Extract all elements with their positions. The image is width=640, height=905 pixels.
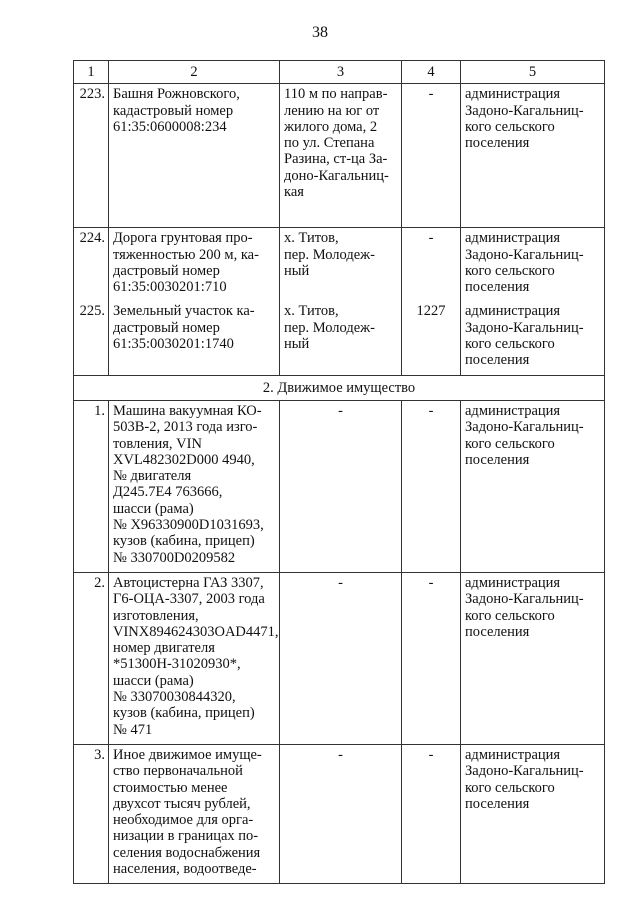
- column-header-5: 5: [461, 61, 605, 84]
- property-name: Машина вакуумная КО- 503В-2, 2013 года изго- товления, VIN XVL482302D000 4940, № двигателя Д245.7Е4 763666, шасси (рама) № X96330900D1031693, кузов (кабина, прицеп) № 330700D0209582: [109, 400, 280, 572]
- table-row: [74, 84, 605, 228]
- table-header-row: [74, 61, 605, 84]
- property-area: -: [402, 744, 461, 883]
- row-number: 225.: [74, 301, 109, 375]
- property-name: Башня Рожновского, кадастровый номер 61:35:0600008:234: [109, 84, 280, 228]
- row-number: 2.: [74, 572, 109, 744]
- row-number: 224.: [74, 228, 109, 302]
- column-header-2: 2: [109, 61, 280, 84]
- property-location: -: [280, 744, 402, 883]
- property-table: [73, 60, 605, 884]
- property-location: х. Титов, пер. Молодеж- ный: [280, 301, 402, 375]
- property-location: -: [280, 400, 402, 572]
- section-title: 2. Движимое имущество: [74, 375, 605, 400]
- page-number: 38: [312, 24, 328, 41]
- property-location: 110 м по направ- лению на юг от жилого дома, 2 по ул. Степана Разина, ст-ца За- доно-Кагальниц- кая: [280, 84, 402, 228]
- property-owner: администрация Задоно-Кагальниц- кого сельского поселения: [461, 572, 605, 744]
- row-number: 223.: [74, 84, 109, 228]
- property-owner: администрация Задоно-Кагальниц- кого сельского поселения: [461, 301, 605, 375]
- property-owner: администрация Задоно-Кагальниц- кого сельского поселения: [461, 228, 605, 302]
- table-row: [74, 228, 605, 302]
- property-owner: администрация Задоно-Кагальниц- кого сельского поселения: [461, 400, 605, 572]
- table-row: [74, 400, 605, 572]
- property-owner: администрация Задоно-Кагальниц- кого сельского поселения: [461, 744, 605, 883]
- property-name: Дорога грунтовая про- тяженностью 200 м, ка- дастровый номер 61:35:0030201:710: [109, 228, 280, 302]
- table-row: [74, 572, 605, 744]
- column-header-4: 4: [402, 61, 461, 84]
- property-area: 1227: [402, 301, 461, 375]
- property-area: -: [402, 228, 461, 302]
- property-location: -: [280, 572, 402, 744]
- property-name: Иное движимое имуще- ство первоначальной стоимостью менее двухсот тысяч рублей, необходимое для орга- низации в границах по- селения водоснабжения населения, водоотведе-: [109, 744, 280, 883]
- property-owner: администрация Задоно-Кагальниц- кого сельского поселения: [461, 84, 605, 228]
- row-number: 1.: [74, 400, 109, 572]
- property-name: Земельный участок ка- дастровый номер 61:35:0030201:1740: [109, 301, 280, 375]
- property-area: -: [402, 400, 461, 572]
- section-row: [74, 375, 605, 400]
- column-header-3: 3: [280, 61, 402, 84]
- property-area: -: [402, 572, 461, 744]
- row-number: 3.: [74, 744, 109, 883]
- table-row: [74, 301, 605, 375]
- property-area: -: [402, 84, 461, 228]
- table-row: [74, 744, 605, 883]
- property-location: х. Титов, пер. Молодеж- ный: [280, 228, 402, 302]
- column-header-1: 1: [74, 61, 109, 84]
- property-name: Автоцистерна ГАЗ 3307, Г6-ОЦА-3307, 2003 года изготовления, VINX894624303OAD4471, номер двигателя *51300Н-31020930*, шасси (рама) № 33070030844320, кузов (кабина, прицеп) № 471: [109, 572, 280, 744]
